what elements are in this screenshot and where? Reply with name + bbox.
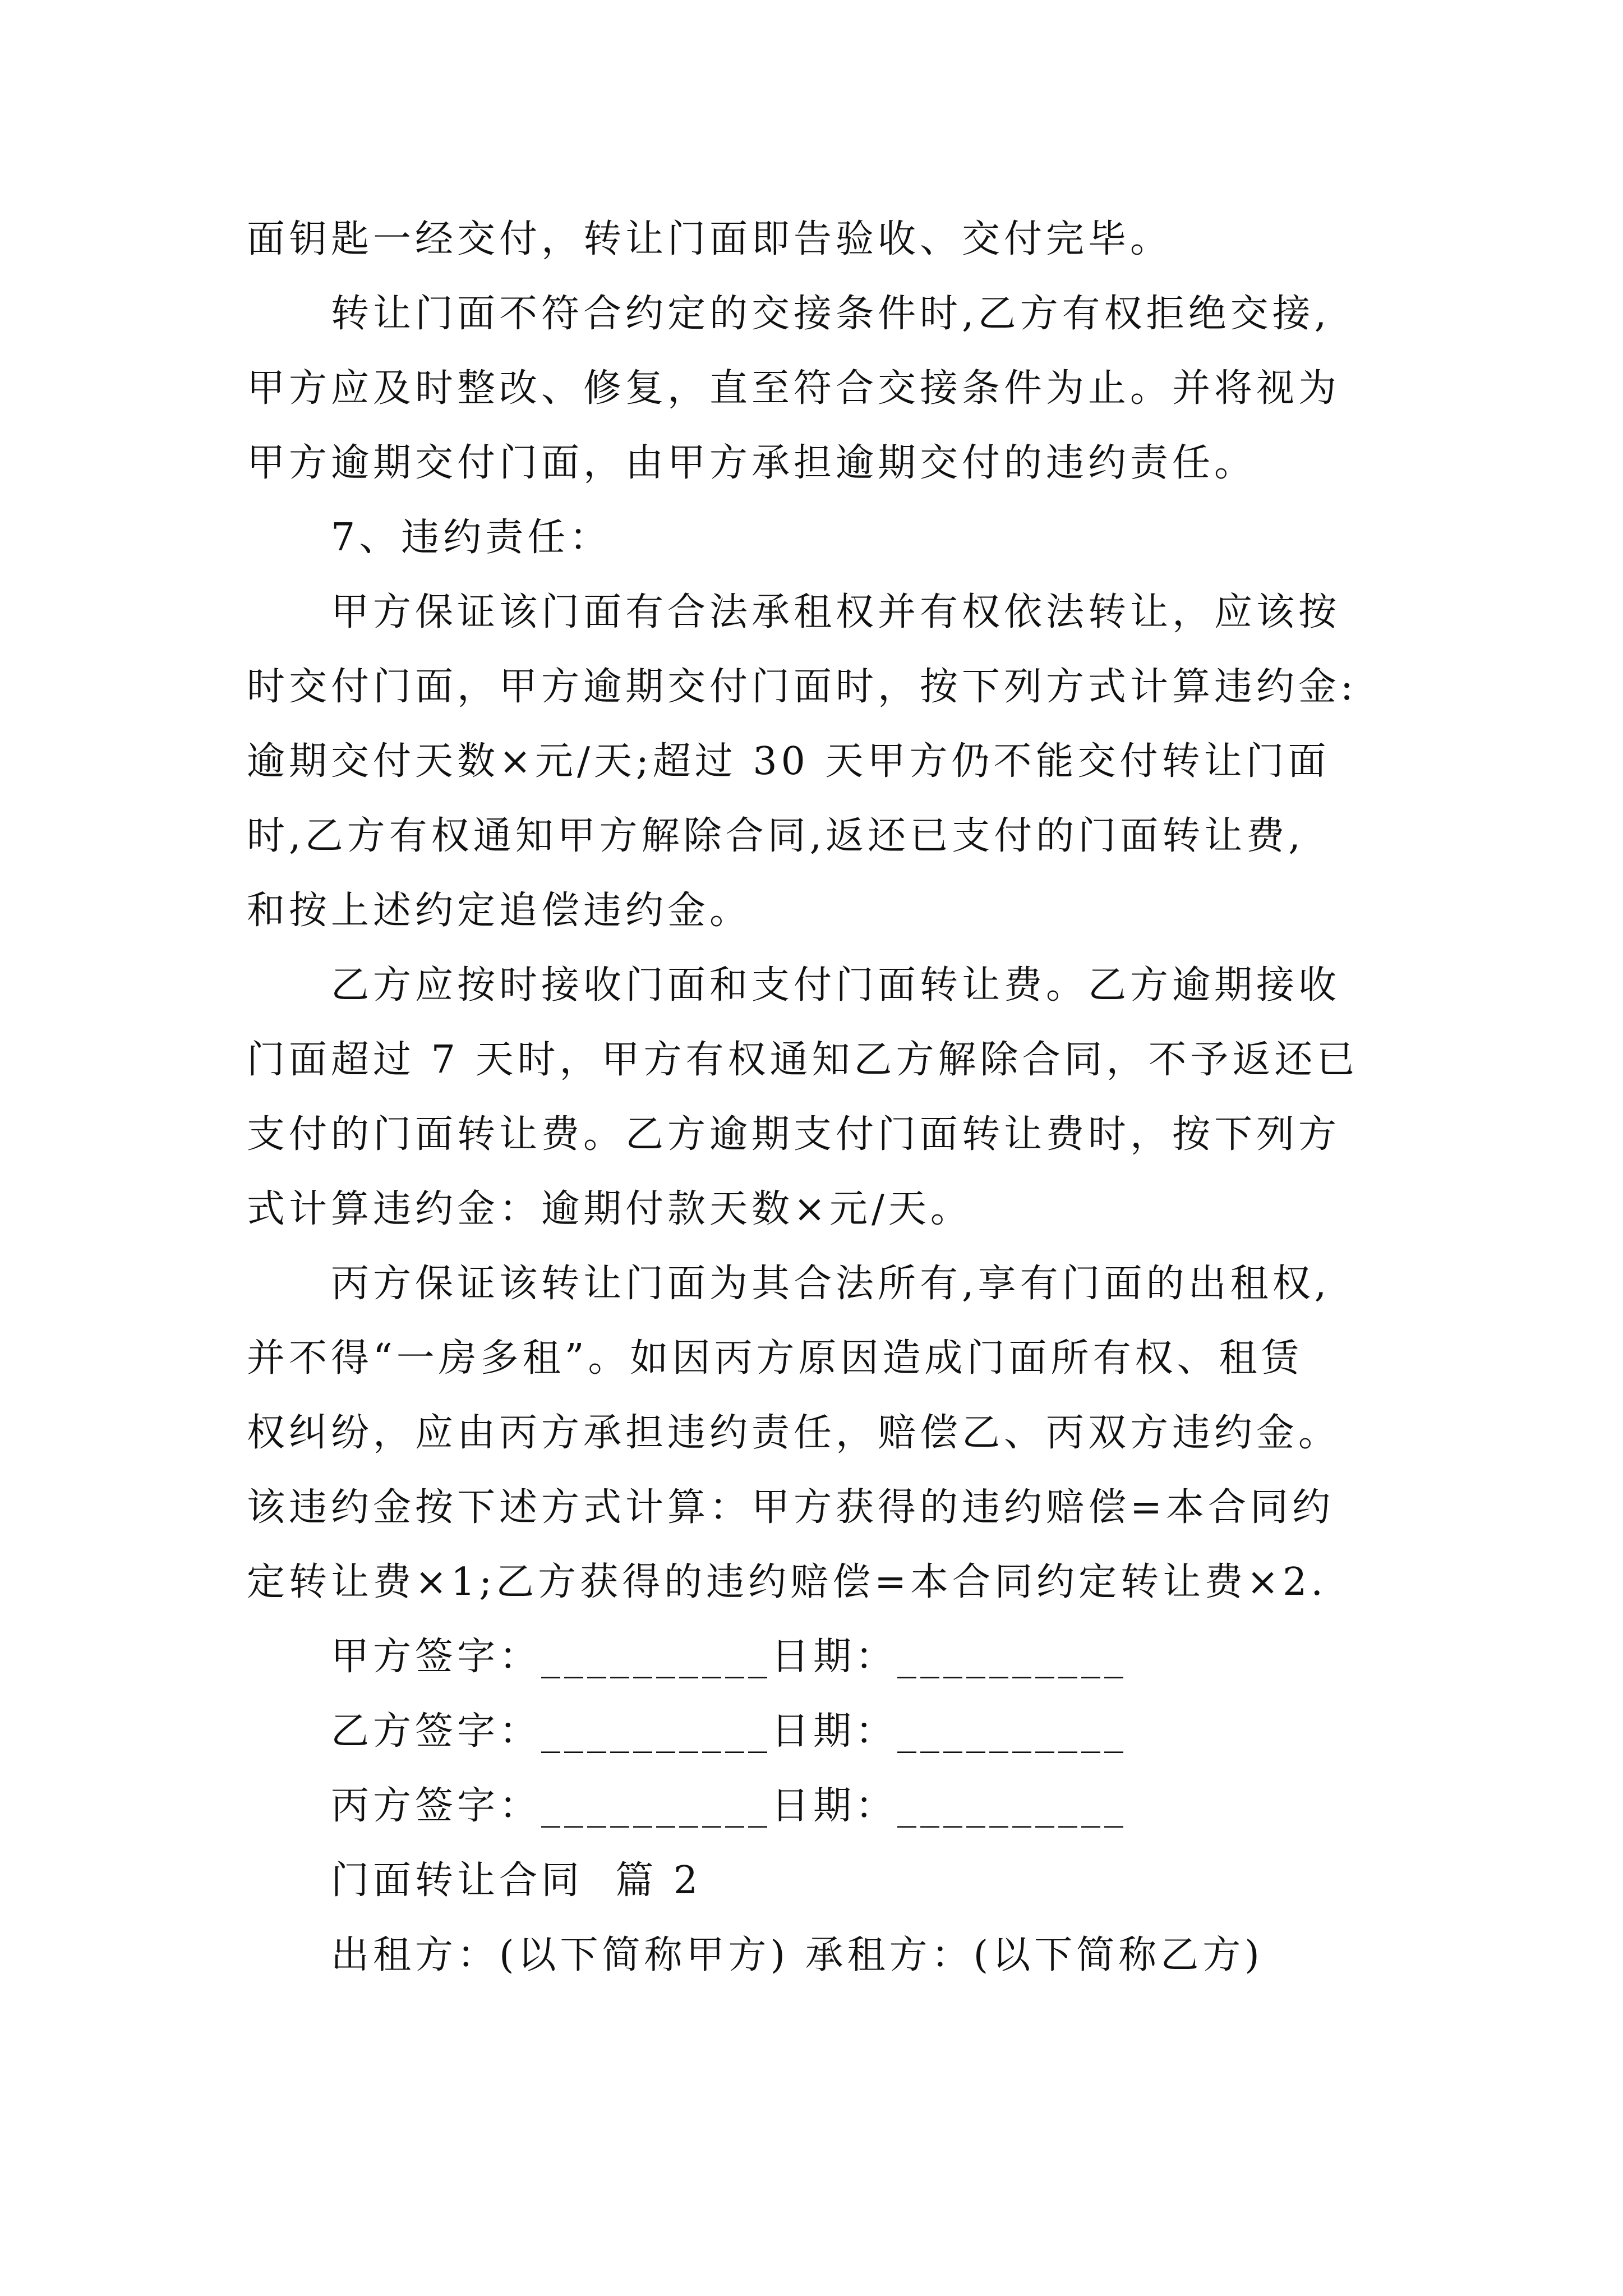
text-line-12: 门面超过 7 天时，甲方有权通知乙方解除合同，不予返还已 bbox=[247, 1038, 1359, 1082]
text-line-7: 时交付门面，甲方逾期交付门面时，按下列方式计算违约金: bbox=[247, 665, 1357, 709]
text-line-1: 面钥匙一经交付，转让门面即告验收、交付完毕。 bbox=[247, 217, 1173, 261]
contract-title-part-2: 门面转让合同 篇 2 bbox=[331, 1858, 702, 1903]
text-line-11: 乙方应按时接收门面和支付门面转让费。乙方逾期接收 bbox=[331, 963, 1341, 1007]
text-line-3: 甲方应及时整改、修复，直至符合交接条件为止。并将视为 bbox=[247, 366, 1341, 411]
text-line-13: 支付的门面转让费。乙方逾期支付门面转让费时，按下列方 bbox=[247, 1112, 1341, 1157]
text-line-2: 转让门面不符合约定的交接条件时,乙方有权拒绝交接, bbox=[331, 292, 1331, 336]
text-line-9: 时,乙方有权通知甲方解除合同,返还已支付的门面转让费, bbox=[247, 814, 1304, 858]
text-line-18: 该违约金按下述方式计算：甲方获得的违约赔偿=本合同约 bbox=[247, 1485, 1334, 1530]
text-line-10: 和按上述约定追偿违约金。 bbox=[247, 889, 752, 933]
text-line-16: 并不得“一房多租”。如因丙方原因造成门面所有权、租赁 bbox=[247, 1336, 1303, 1381]
parties-line: 出租方：(以下简称甲方) 承租方：(以下简称乙方) bbox=[331, 1933, 1264, 1977]
text-line-17: 权纠纷，应由丙方承担违约责任，赔偿乙、丙双方违约金。 bbox=[247, 1411, 1341, 1455]
signature-line-party-b: 乙方签字：__________日期：__________ bbox=[331, 1709, 1128, 1754]
section-heading-breach-liability: 7、违约责任： bbox=[331, 516, 612, 560]
text-line-8: 逾期交付天数×元/天;超过 30 天甲方仍不能交付转让门面 bbox=[247, 739, 1330, 784]
signature-line-party-a: 甲方签字：__________日期：__________ bbox=[331, 1635, 1128, 1679]
text-line-15: 丙方保证该转让门面为其合法所有,享有门面的出租权, bbox=[331, 1262, 1331, 1306]
document-body bbox=[247, 202, 1447, 1993]
text-line-14: 式计算违约金：逾期付款天数×元/天。 bbox=[247, 1187, 972, 1231]
signature-line-party-c: 丙方签字：__________日期：__________ bbox=[331, 1784, 1128, 1828]
text-line-19: 定转让费×1;乙方获得的违约赔偿=本合同约定转让费×2. bbox=[247, 1560, 1327, 1604]
text-line-6: 甲方保证该门面有合法承租权并有权依法转让，应该按 bbox=[331, 590, 1341, 634]
text-line-4: 甲方逾期交付门面，由甲方承担逾期交付的违约责任。 bbox=[247, 441, 1257, 485]
